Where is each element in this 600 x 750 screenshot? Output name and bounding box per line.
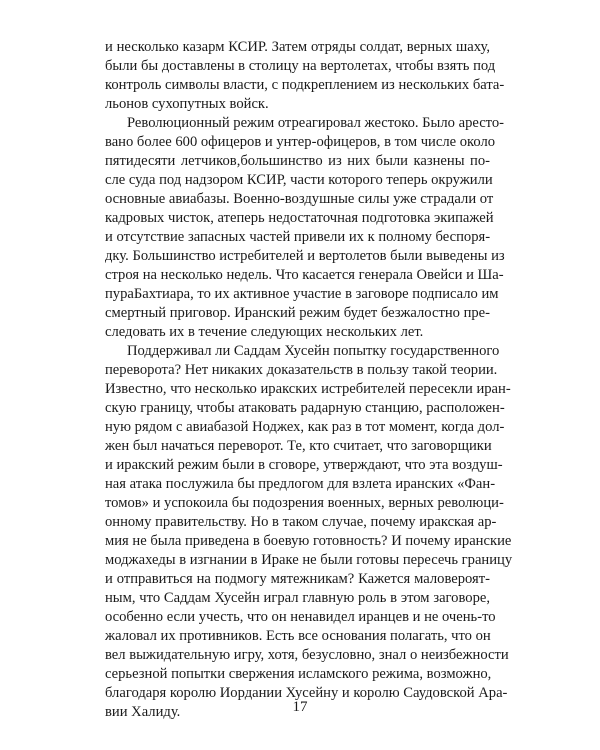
text-line: и отправиться на подмогу мятежникам? Кажется маловероят- — [105, 571, 490, 587]
text-line: были бы доставлены в столицу на вертолетах, чтобы взять под — [105, 58, 496, 74]
text-line: благодаря королю Иордании Хусейну и королю Саудовской Ара- — [105, 685, 508, 701]
text-line: льонов сухопутных войск. — [105, 96, 269, 112]
text-line: пураБахтиара, то их активное участие в заговоре подписало им — [105, 286, 499, 302]
text-line: особенно если учесть, что он ненавидел иранцев и не очень-то — [105, 609, 496, 625]
text-line: ную рядом с авиабазой Ноджех, как раз в тот момент, когда дол- — [105, 419, 505, 435]
text-line: и несколько казарм КСИР. Затем отряды солдат, верных шаху, — [105, 39, 490, 55]
text-line: и иракский режим были в сговоре, утверждают, что эта воздуш- — [105, 457, 503, 473]
text-line: вии Халиду. — [105, 704, 181, 720]
text-line: томов» и успокоила бы подозрения военных, верных революци- — [105, 495, 504, 511]
body-text — [105, 38, 513, 722]
text-line: скую границу, чтобы атаковать радарную станцию, расположен- — [105, 400, 505, 416]
text-line: сле суда под надзором КСИР, части которого теперь окружили — [105, 172, 493, 188]
text-line: вано более 600 офицеров и унтер-офицеров, в том числе около — [105, 134, 496, 150]
text-line: кадровых чисток, атеперь недостаточная подготовка экипажей — [105, 210, 494, 226]
text-line: моджахеды в изгнании в Ираке не были готовы пересечь границу — [105, 552, 513, 568]
text-line: ная атака послужила бы предлогом для взлета иранских «Фан- — [105, 476, 496, 492]
text-line: Поддерживал ли Саддам Хусейн попытку государственного — [127, 343, 500, 359]
text-line: переворота? Нет никаких доказательств в пользу такой теории. — [105, 362, 498, 378]
text-line: пятидесяти летчиков,большинство из них были казнены по- — [105, 153, 490, 169]
text-line: вел выжидательную игру, хотя, безусловно, знал о неизбежности — [105, 647, 509, 663]
text-line: серьезной попытки свержения исламского режима, возможно, — [105, 666, 492, 682]
text-line: контроль символы власти, с подкреплением из нескольких бата- — [105, 77, 505, 93]
text-line: жен был начаться переворот. Те, кто считает, что заговорщики — [105, 438, 492, 454]
text-line: основные авиабазы. Военно-воздушные силы уже страдали от — [105, 191, 494, 207]
paragraph — [105, 342, 513, 722]
page-number: 17 — [292, 699, 308, 715]
text-line: дку. Большинство истребителей и вертолетов были выведены из — [105, 248, 505, 264]
text-line: и отсутствие запасных частей привели их к полному беспоря- — [105, 229, 491, 245]
paragraph — [105, 38, 505, 114]
text-line: Известно, что несколько иракских истребителей пересекли иран- — [105, 381, 511, 397]
text-line: Революционный режим отреагировал жестоко. Было аресто- — [127, 115, 505, 131]
text-line: следовать их в течение следующих нескольких лет. — [105, 324, 424, 340]
text-line: строя на несколько недель. Что касается генерала Овейси и Ша- — [105, 267, 504, 283]
text-line: смертный приговор. Иранский режим будет безжалостно пре- — [105, 305, 491, 321]
paragraph — [105, 114, 505, 342]
text-line: ным, что Саддам Хусейн играл главную роль в этом заговоре, — [105, 590, 490, 606]
text-line: онному правительству. Но в таком случае, почему иракская ар- — [105, 514, 497, 530]
text-line: жаловал их противников. Есть все основания полагать, что он — [105, 628, 491, 644]
text-line: мия не была приведена в боевую готовность? И почему иранские — [105, 533, 512, 549]
